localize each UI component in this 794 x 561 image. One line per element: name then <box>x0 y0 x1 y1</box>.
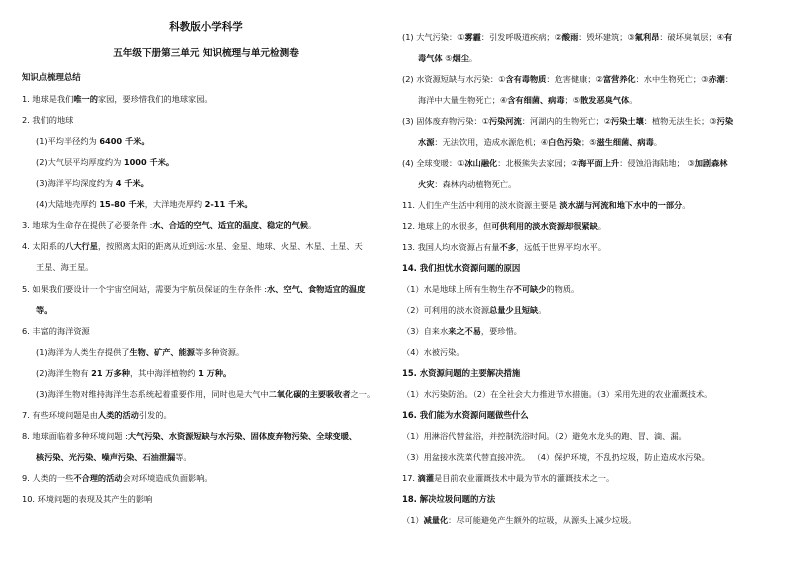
item-2-2: (2)大气层平均厚度约为 1000 千米。 <box>36 157 175 167</box>
item-6-2: (2)海洋生物有 21 万多种，其中海洋植物约 1 万种。 <box>36 368 232 378</box>
item-10-4: (4) 全球变暖：①冰山融化：北极熊失去家园；②海平面上升：侵蚀沿海陆地； ③加剧森林 <box>402 158 728 168</box>
item-10: 10. 环境问题的表现及其产生的影响 <box>22 494 153 504</box>
item-9: 9. 人类的一些不合理的活动会对环境造成负面影响。 <box>22 473 213 483</box>
item-6-1: (1)海洋为人类生存提供了生物、矿产、能源等多种资源。 <box>36 347 245 357</box>
item-5: 5. 如果我们要设计一个宇宙空间站，需要为宇航员保证的生存条件 :水、空气、食物适宜的温度 <box>22 284 366 294</box>
item-17: 17. 滴灌是目前农业灌溉技术中最为节水的灌溉技术之一。 <box>402 473 615 483</box>
item-2-4: (4)大陆地壳厚约 15-80 千米，大洋地壳厚约 2-11 千米。 <box>36 199 253 209</box>
item-12: 12. 地球上的水很多，但可供利用的淡水资源却很紧缺。 <box>402 221 606 231</box>
item-2-1: (1)平均半径约为 6400 千米。 <box>36 136 150 146</box>
item-2: 2. 我们的地球 <box>22 115 74 125</box>
item-16-2: （3）用盆接水洗菜代替直接冲洗。 （4）保护环境，不乱扔垃圾，防止造成水污染。 <box>402 452 710 462</box>
item-15-heading: 15. 水资源问题的主要解决措施 <box>402 368 521 378</box>
item-14-heading: 14. 我们担忧水资源问题的原因 <box>402 263 521 273</box>
item-16-1: （1）用淋浴代替盆浴，并控制洗浴时间。（2）避免水龙头的跑、冒、滴、漏。 <box>402 431 687 441</box>
item-10-2: (2) 水资源短缺与水污染：①含有毒物质：危害健康；②富营养化：水中生物死亡；③赤潮： <box>402 74 734 84</box>
item-8-cont: 核污染、光污染、噪声污染、石油泄漏等。 <box>36 452 192 462</box>
item-10-2-cont: 海洋中大量生物死亡；④含有细菌、病毒；⑤散发恶臭气体。 <box>418 95 638 105</box>
item-3: 3. 地球为生命存在提供了必要条件 :水、合适的空气、适宜的温度、稳定的气候。 <box>22 220 317 230</box>
item-5-cont: 等。 <box>36 305 53 315</box>
item-14-1: （1）水是地球上所有生物生存不可缺少的物质。 <box>402 284 580 294</box>
item-2-3: (3)海洋平均深度约为 4 千米。 <box>36 178 149 188</box>
item-15-1: （1）水污染防治。（2）在全社会大力推进节水措施。（3）采用先进的农业灌溉技术。 <box>402 389 713 399</box>
item-10-1: (1) 大气污染：①雾霾：引发呼吸道疾病；②酸雨：毁坏建筑；③氟利昂：破坏臭氧层；④有 <box>402 32 733 42</box>
item-10-1-cont: 毒气体 ⑤烟尘。 <box>418 53 478 63</box>
item-10-3-cont: 水源：无法饮用，造成水源危机；④白色污染；⑤滋生细菌、病毒。 <box>418 137 662 147</box>
item-6-3: (3)海洋生物对维持海洋生态系统起着重要作用，同时也是大气中二氧化碳的主要吸收者之一。 <box>36 389 376 399</box>
item-14-3: （3）自来水来之不易，要珍惜。 <box>402 326 522 336</box>
item-4: 4. 太阳系的八大行星，按照离太阳的距离从近到远:水星、金星、地球、火星、木星、土星、天 <box>22 241 363 251</box>
page-subtitle: 五年级下册第三单元 知识梳理与单元检测卷 <box>113 48 299 59</box>
item-11: 11. 人们生产生活中利用的淡水资源主要是 淡水湖与河流和地下水中的一部分。 <box>402 200 691 210</box>
item-14-4: （4）水被污染。 <box>402 347 465 357</box>
item-13: 13. 我国人均水资源占有量不多，远低于世界平均水平。 <box>402 242 606 252</box>
item-18-heading: 18. 解决垃圾问题的方法 <box>402 494 496 504</box>
item-8: 8. 地球面临着多种环境问题 :大气污染、水资源短缺与水污染、固体废弃物污染、全球变暖、 <box>22 431 358 441</box>
item-18-1: （1）减量化：尽可能避免产生额外的垃圾，从源头上减少垃圾。 <box>402 515 637 525</box>
item-16-heading: 16. 我们能为水资源问题做些什么 <box>402 410 529 420</box>
item-1: 1. 地球是我们唯一的家园，要珍惜我们的地球家园。 <box>22 94 213 104</box>
item-14-2: （2）可利用的淡水资源总量少且短缺。 <box>402 305 547 315</box>
item-10-3: (3) 固体废弃物污染：①污染河流：河湖内的生物死亡；②污染土壤：植物无法生长；③污染 <box>402 116 734 126</box>
page-title: 科教版小学科学 <box>169 21 243 33</box>
item-4-cont: 王星、海王星。 <box>36 262 94 272</box>
section-heading: 知识点梳理总结 <box>22 72 81 82</box>
item-10-4-cont: 火灾：森林内动植物死亡。 <box>418 179 517 189</box>
item-7: 7. 有些环境问题是由人类的活动引发的。 <box>22 410 172 420</box>
item-6: 6. 丰富的海洋资源 <box>22 326 90 336</box>
